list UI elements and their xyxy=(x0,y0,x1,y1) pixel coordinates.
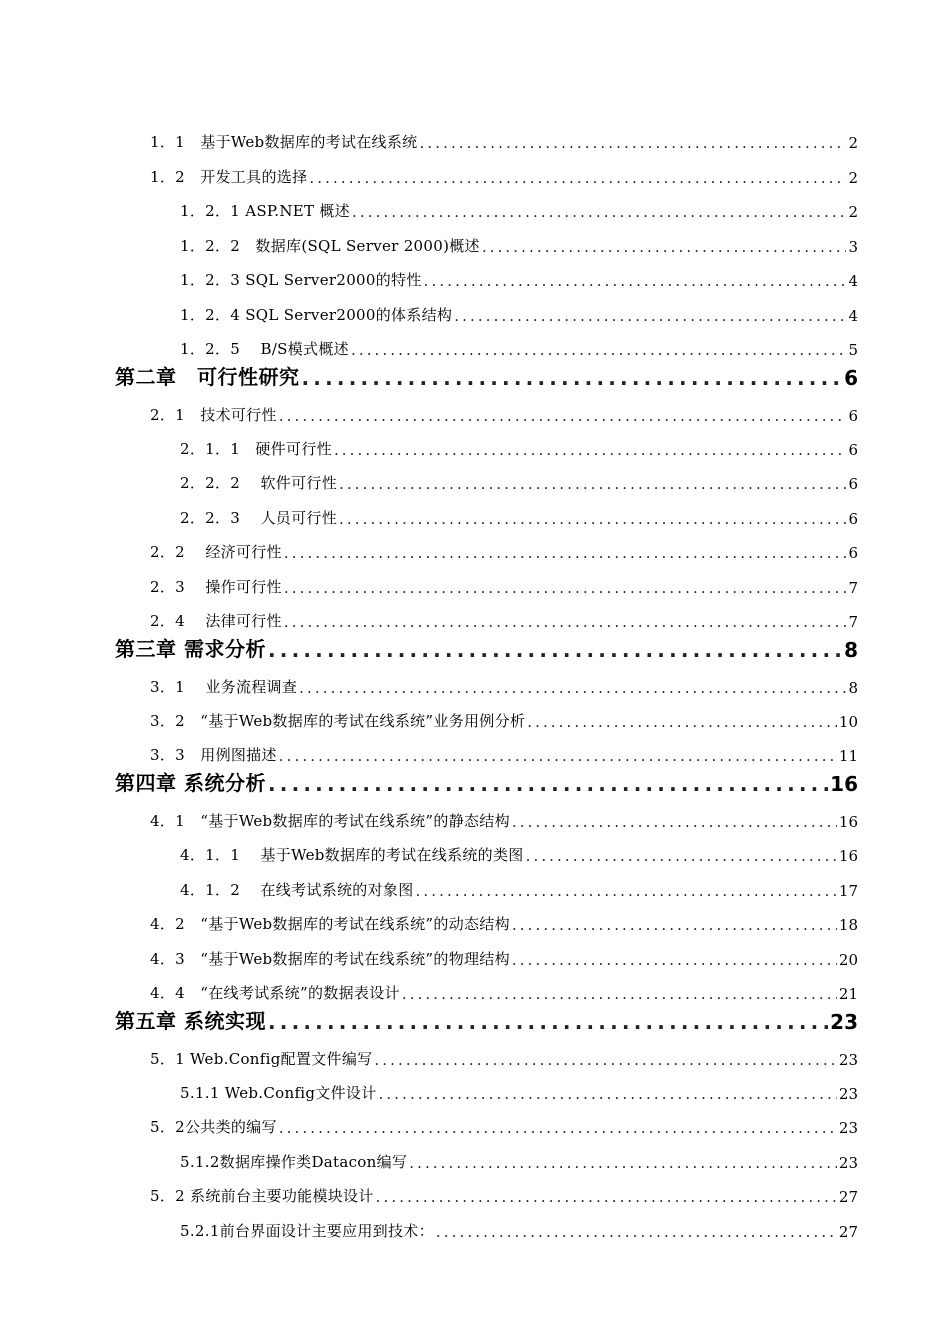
toc-entry[interactable] xyxy=(0,290,950,324)
toc-entry[interactable] xyxy=(0,118,950,152)
toc-dot-leader xyxy=(284,544,847,562)
toc-entry[interactable] xyxy=(0,459,950,493)
toc-page-number: 18 xyxy=(838,916,858,935)
toc-entry[interactable] xyxy=(0,831,950,865)
toc-page-number: 6 xyxy=(848,509,858,528)
toc-entry[interactable] xyxy=(0,662,950,696)
toc-entry[interactable] xyxy=(0,969,950,1003)
toc-dot-leader xyxy=(409,1154,837,1172)
toc-dot-leader xyxy=(284,613,847,631)
toc-dot-leader xyxy=(302,366,843,390)
toc-entry[interactable] xyxy=(0,528,950,562)
toc-chapter-entry[interactable] xyxy=(0,631,950,662)
toc-dot-leader xyxy=(268,772,828,796)
toc-entry-title: 5.1.1 Web.Config文件设计 xyxy=(180,1083,377,1102)
toc-dot-leader xyxy=(527,713,837,731)
toc-entry-title: 第四章 系统分析 xyxy=(115,771,266,796)
toc-entry-title: 5．2公共类的编写 xyxy=(150,1118,277,1137)
toc-page-number: 11 xyxy=(838,747,858,766)
toc-entry[interactable] xyxy=(0,493,950,527)
toc-dot-leader xyxy=(374,1051,836,1069)
toc-page-number: 7 xyxy=(848,613,858,632)
toc-entry[interactable] xyxy=(0,325,950,359)
toc-dot-leader xyxy=(512,951,837,969)
toc-dot-leader xyxy=(526,847,837,865)
toc-dot-leader xyxy=(268,1010,828,1034)
toc-dot-leader xyxy=(351,341,847,359)
toc-dot-leader xyxy=(512,813,837,831)
toc-entry-title: 3．3 用例图描述 xyxy=(150,746,277,765)
toc-entry-title: 第三章 需求分析 xyxy=(115,637,266,662)
toc-page-number: 23 xyxy=(838,1119,858,1138)
toc-dot-leader xyxy=(352,203,846,221)
toc-page-number: 23 xyxy=(830,1010,858,1035)
toc-entry-title: 1．2 开发工具的选择 xyxy=(150,167,308,186)
toc-entry[interactable] xyxy=(0,1034,950,1068)
toc-entry[interactable] xyxy=(0,1103,950,1137)
toc-page-number: 3 xyxy=(848,237,858,256)
toc-entry[interactable] xyxy=(0,934,950,968)
toc-dot-leader xyxy=(299,679,846,697)
toc-entry[interactable] xyxy=(0,256,950,290)
toc-entry[interactable] xyxy=(0,1069,950,1103)
table-of-contents xyxy=(0,118,950,1241)
toc-entry-title: 1．2．2 数据库(SQL Server 2000)概述 xyxy=(180,236,480,255)
toc-dot-leader xyxy=(419,134,846,152)
toc-entry-title: 1．2．5 B/S模式概述 xyxy=(180,340,349,359)
toc-entry-title: 3．1 业务流程调查 xyxy=(150,677,298,696)
toc-entry-title: 2．4 法律可行性 xyxy=(150,612,282,631)
toc-page-number: 5 xyxy=(848,341,858,360)
toc-entry-title: 2．2．3 人员可行性 xyxy=(180,508,337,527)
toc-dot-leader xyxy=(309,169,846,187)
toc-dot-leader xyxy=(512,916,837,934)
toc-dot-leader xyxy=(334,441,847,459)
toc-entry-title: 4．1．2 在线考试系统的对象图 xyxy=(180,880,414,899)
toc-entry-title: 3．2 “基于Web数据库的考试在线系统”业务用例分析 xyxy=(150,712,526,730)
toc-entry-title: 第二章 可行性研究 xyxy=(115,365,300,390)
toc-dot-leader xyxy=(424,272,847,290)
toc-entry[interactable] xyxy=(0,562,950,596)
toc-page-number: 6 xyxy=(848,544,858,563)
toc-page-number: 16 xyxy=(830,772,858,797)
toc-page-number: 10 xyxy=(838,713,858,731)
toc-dot-leader xyxy=(339,475,846,493)
toc-entry-title: 4．1．1 基于Web数据库的考试在线系统的类图 xyxy=(180,846,524,865)
toc-page-number: 2 xyxy=(848,168,858,187)
toc-page-number: 2 xyxy=(848,134,858,153)
toc-entry-title: 4．3 “基于Web数据库的考试在线系统”的物理结构 xyxy=(150,949,510,968)
toc-page-number: 16 xyxy=(838,812,858,831)
toc-entry-title: 1．1 基于Web数据库的考试在线系统 xyxy=(150,133,418,152)
toc-entry[interactable] xyxy=(0,796,950,830)
toc-entry[interactable] xyxy=(0,187,950,221)
toc-page-number: 17 xyxy=(838,881,858,900)
toc-entry-title: 4．2 “基于Web数据库的考试在线系统”的动态结构 xyxy=(150,915,510,934)
toc-entry-title: 2．2 经济可行性 xyxy=(150,543,282,562)
toc-entry-title: 5.2.1前台界面设计主要应用到技术： xyxy=(180,1221,434,1240)
toc-dot-leader xyxy=(416,882,837,900)
toc-dot-leader xyxy=(284,579,847,597)
toc-page-number: 6 xyxy=(848,440,858,459)
toc-entry[interactable] xyxy=(0,152,950,186)
toc-dot-leader xyxy=(268,638,842,662)
toc-entry[interactable] xyxy=(0,1206,950,1240)
toc-dot-leader xyxy=(279,407,847,425)
toc-page-number: 6 xyxy=(844,366,858,391)
toc-entry-title: 5.1.2数据库操作类Datacon编写 xyxy=(180,1152,408,1171)
toc-entry[interactable] xyxy=(0,697,950,731)
toc-entry-title: 第五章 系统实现 xyxy=(115,1009,266,1034)
toc-dot-leader xyxy=(402,985,837,1003)
toc-page-number: 20 xyxy=(838,950,858,969)
toc-chapter-entry[interactable] xyxy=(0,1003,950,1034)
toc-chapter-entry[interactable] xyxy=(0,765,950,796)
toc-dot-leader xyxy=(279,1119,837,1137)
toc-page-number: 27 xyxy=(838,1188,858,1207)
toc-dot-leader xyxy=(339,510,846,528)
toc-page-number: 4 xyxy=(848,272,858,291)
toc-page-number: 21 xyxy=(838,985,858,1004)
toc-page-number: 23 xyxy=(838,1050,858,1069)
toc-entry-title: 5．1 Web.Config配置文件编写 xyxy=(150,1049,373,1068)
toc-page-number: 4 xyxy=(848,306,858,325)
toc-entry[interactable] xyxy=(0,1172,950,1206)
toc-dot-leader xyxy=(376,1188,837,1206)
toc-dot-leader xyxy=(436,1223,837,1241)
toc-dot-leader xyxy=(454,307,846,325)
toc-entry[interactable] xyxy=(0,597,950,631)
toc-entry-title: 1．2．4 SQL Server2000的体系结构 xyxy=(180,305,453,324)
toc-entry[interactable] xyxy=(0,1137,950,1171)
toc-entry[interactable] xyxy=(0,731,950,765)
toc-entry[interactable] xyxy=(0,900,950,934)
toc-entry-title: 4．1 “基于Web数据库的考试在线系统”的静态结构 xyxy=(150,811,510,830)
toc-entry[interactable] xyxy=(0,221,950,255)
toc-page-number: 16 xyxy=(838,847,858,866)
toc-entry-title: 2．1．1 硬件可行性 xyxy=(180,439,332,458)
toc-page-number: 8 xyxy=(844,638,858,663)
toc-page-number: 23 xyxy=(838,1084,858,1103)
toc-entry-title: 2．2．2 软件可行性 xyxy=(180,474,337,493)
toc-entry[interactable] xyxy=(0,865,950,899)
toc-entry-title: 1．2．1 ASP.NET 概述 xyxy=(180,202,350,221)
toc-entry-title: 2．3 操作可行性 xyxy=(150,577,282,596)
toc-page-number: 7 xyxy=(848,578,858,597)
toc-page-number: 6 xyxy=(848,406,858,425)
toc-page-number: 23 xyxy=(838,1153,858,1172)
toc-entry-title: 5．2 系统前台主要功能模块设计 xyxy=(150,1187,374,1206)
toc-entry-title: 4．4 “在线考试系统”的数据表设计 xyxy=(150,984,400,1003)
toc-dot-leader xyxy=(379,1085,837,1103)
toc-page-number: 27 xyxy=(838,1222,858,1241)
toc-page-number: 8 xyxy=(848,678,858,697)
toc-entry-title: 1．2．3 SQL Server2000的特性 xyxy=(180,271,422,290)
toc-entry-title: 2．1 技术可行性 xyxy=(150,405,277,424)
toc-entry[interactable] xyxy=(0,425,950,459)
toc-page-number: 6 xyxy=(848,475,858,494)
toc-dot-leader xyxy=(279,747,837,765)
toc-page-number: 2 xyxy=(848,203,858,222)
toc-dot-leader xyxy=(482,238,847,256)
toc-entry[interactable] xyxy=(0,390,950,424)
toc-chapter-entry[interactable] xyxy=(0,359,950,390)
